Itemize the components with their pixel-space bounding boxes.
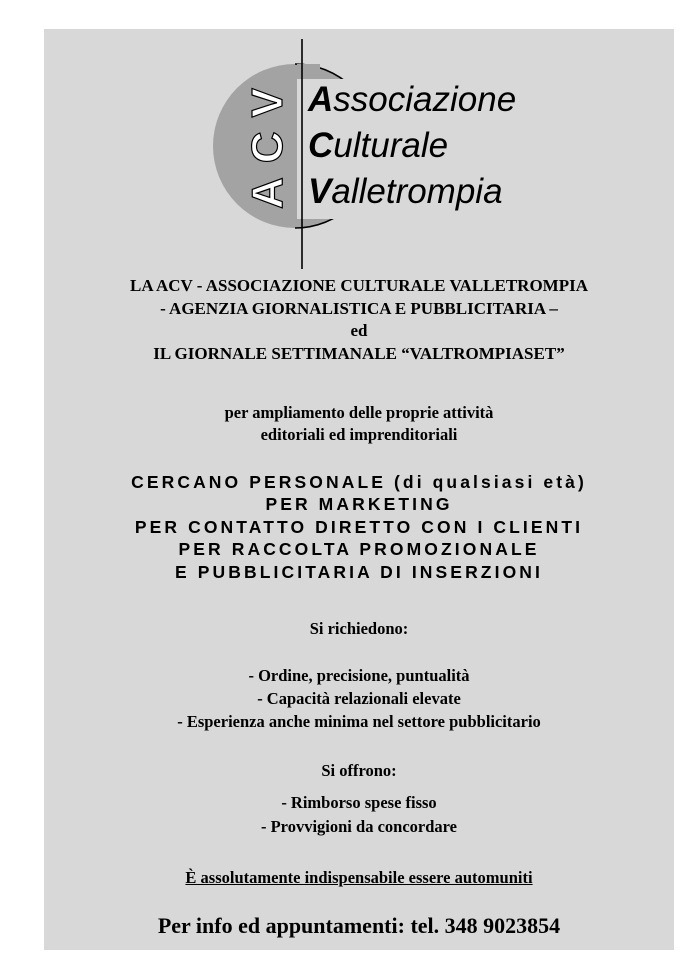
search-line-3: PER CONTATTO DIRETTO CON I CLIENTI [134,516,584,537]
search-line-5: E PUBBLICITARIA DI INSERZIONI [175,561,543,582]
logo-word-3 [308,172,503,211]
logo-word-3-rest: alletrompia [331,172,503,211]
requirement-item-2: - Capacità relazionali elevate [257,689,461,708]
logo-word-3-initial: V [308,172,332,211]
header-line-1: LA ACV - ASSOCIAZIONE CULTURALE VALLETROMPIA [129,276,589,295]
offers-list [44,791,674,838]
logo-word-2-rest: ulturale [333,126,449,165]
offer-item-1: - Rimborso spese fisso [281,793,437,812]
logo-monogram: ACV [243,74,292,209]
contact-info: Per info ed appuntamenti: tel. 348 9023854 [157,913,561,938]
logo-word-2 [308,126,448,165]
header-line-4: IL GIORNALE SETTIMANALE “VALTROMPIASET” [153,343,565,363]
search-line-1: CERCANO PERSONALE (di qualsiasi età) [131,472,587,492]
requirements-list [44,664,674,733]
flyer-sheet [44,29,674,950]
subtitle-line-1: per ampliamento delle proprie attività [224,403,494,422]
offer-item-2: - Provvigioni da concordare [260,816,457,836]
header-line-2: - AGENZIA GIORNALISTICA E PUBBLICITARIA – [160,298,558,318]
requirement-item-1: - Ordine, precisione, puntualità [248,666,470,685]
logo-word-2-initial: C [308,126,334,165]
acv-logo [190,39,530,269]
logo-word-1-initial: A [308,80,334,119]
requirements-title: Si richiedono: [309,619,409,638]
search-block [44,471,674,583]
subtitle-line-2: editoriali ed imprenditoriali [260,425,458,444]
header-line-3: ed [350,321,368,340]
logo-word-1-rest: ssociazione [333,80,517,119]
subtitle-block [44,402,674,446]
offers-title: Si offrono: [321,761,397,780]
search-line-4: PER RACCOLTA PROMOZIONALE [178,539,540,560]
logo-word-1 [307,80,516,119]
search-line-2: PER MARKETING [265,494,453,515]
car-required-notice: È assolutamente indispensabile essere automuniti [185,868,533,887]
requirement-item-3: - Esperienza anche minima nel settore pubblicitario [177,712,541,731]
header-block [44,275,674,365]
